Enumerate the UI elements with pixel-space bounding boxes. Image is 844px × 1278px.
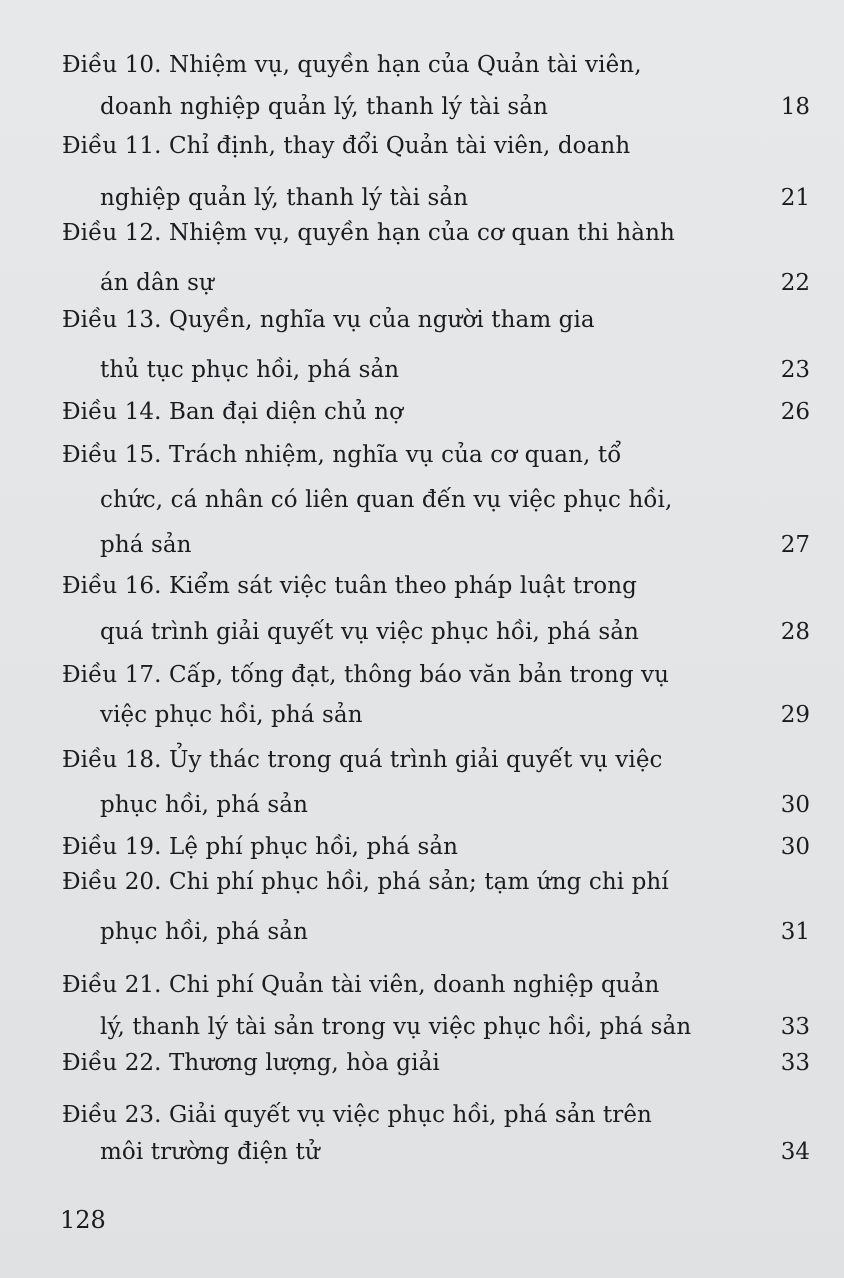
- toc-entry-title-continued: phá sản: [100, 532, 192, 558]
- toc-entry-title: Điều 13. Quyền, nghĩa vụ của người tham gia: [62, 307, 595, 333]
- toc-entry-title-continued: án dân sự: [100, 270, 214, 296]
- toc-entry-page-number: 33: [780, 1050, 810, 1076]
- toc-entry-title-continued: môi trường điện tử: [100, 1139, 320, 1165]
- toc-entry-title-continued: quá trình giải quyết vụ việc phục hồi, phá sản: [100, 619, 639, 645]
- toc-entry-title: Điều 18. Ủy thác trong quá trình giải quyết vụ việc: [62, 747, 663, 773]
- toc-entry-title: Điều 11. Chỉ định, thay đổi Quản tài viên, doanh: [62, 133, 631, 159]
- toc-entry-title-continued: phục hồi, phá sản: [100, 792, 308, 818]
- toc-entry-page-number: 22: [780, 270, 810, 296]
- toc-entry-page-number: 30: [780, 834, 810, 860]
- toc-entry-page-number: 26: [780, 399, 810, 425]
- toc-entry-title: Điều 19. Lệ phí phục hồi, phá sản: [62, 834, 459, 860]
- toc-entry-title: Điều 14. Ban đại diện chủ nợ: [62, 399, 404, 425]
- toc-entry-title-continued: doanh nghiệp quản lý, thanh lý tài sản: [100, 94, 548, 120]
- toc-entry-page-number: 27: [780, 532, 810, 558]
- toc-entry-title: Điều 16. Kiểm sát việc tuân theo pháp luật trong: [62, 573, 637, 599]
- toc-entry-title-continued: việc phục hồi, phá sản: [100, 702, 363, 728]
- toc-entry-page-number: 31: [780, 919, 810, 945]
- toc-entry-title: Điều 22. Thương lượng, hòa giải: [62, 1050, 440, 1076]
- toc-entry-page-number: 34: [780, 1139, 810, 1165]
- toc-entry-title-continued: chức, cá nhân có liên quan đến vụ việc phục hồi,: [100, 487, 673, 513]
- toc-entry-title-continued: nghiệp quản lý, thanh lý tài sản: [100, 185, 469, 211]
- toc-entry-page-number: 33: [780, 1014, 810, 1040]
- toc-entry-title-continued: thủ tục phục hồi, phá sản: [100, 357, 400, 383]
- toc-entry-title: Điều 15. Trách nhiệm, nghĩa vụ của cơ quan, tổ: [62, 442, 622, 468]
- toc-entry-page-number: 28: [780, 619, 810, 645]
- page-number: 128: [60, 1206, 106, 1234]
- toc-entry-page-number: 23: [780, 357, 810, 383]
- toc-entry-title: Điều 20. Chi phí phục hồi, phá sản; tạm ứng chi phí: [62, 869, 669, 895]
- toc-entry-title: Điều 21. Chi phí Quản tài viên, doanh nghiệp quản: [62, 972, 660, 998]
- toc-entry-page-number: 29: [780, 702, 810, 728]
- toc-entry-title: Điều 12. Nhiệm vụ, quyền hạn của cơ quan thi hành: [62, 220, 675, 246]
- toc-entry-title-continued: phục hồi, phá sản: [100, 919, 308, 945]
- toc-entry-title-continued: lý, thanh lý tài sản trong vụ việc phục hồi, phá sản: [100, 1014, 692, 1040]
- toc-entry-page-number: 21: [780, 185, 810, 211]
- toc-entry-page-number: 18: [780, 94, 810, 120]
- toc-entry-title: Điều 17. Cấp, tống đạt, thông báo văn bản trong vụ: [62, 662, 670, 688]
- toc-entry-title: Điều 23. Giải quyết vụ việc phục hồi, phá sản trên: [62, 1102, 652, 1128]
- toc-entry-page-number: 30: [780, 792, 810, 818]
- toc-entry-title: Điều 10. Nhiệm vụ, quyền hạn của Quản tài viên,: [62, 52, 642, 78]
